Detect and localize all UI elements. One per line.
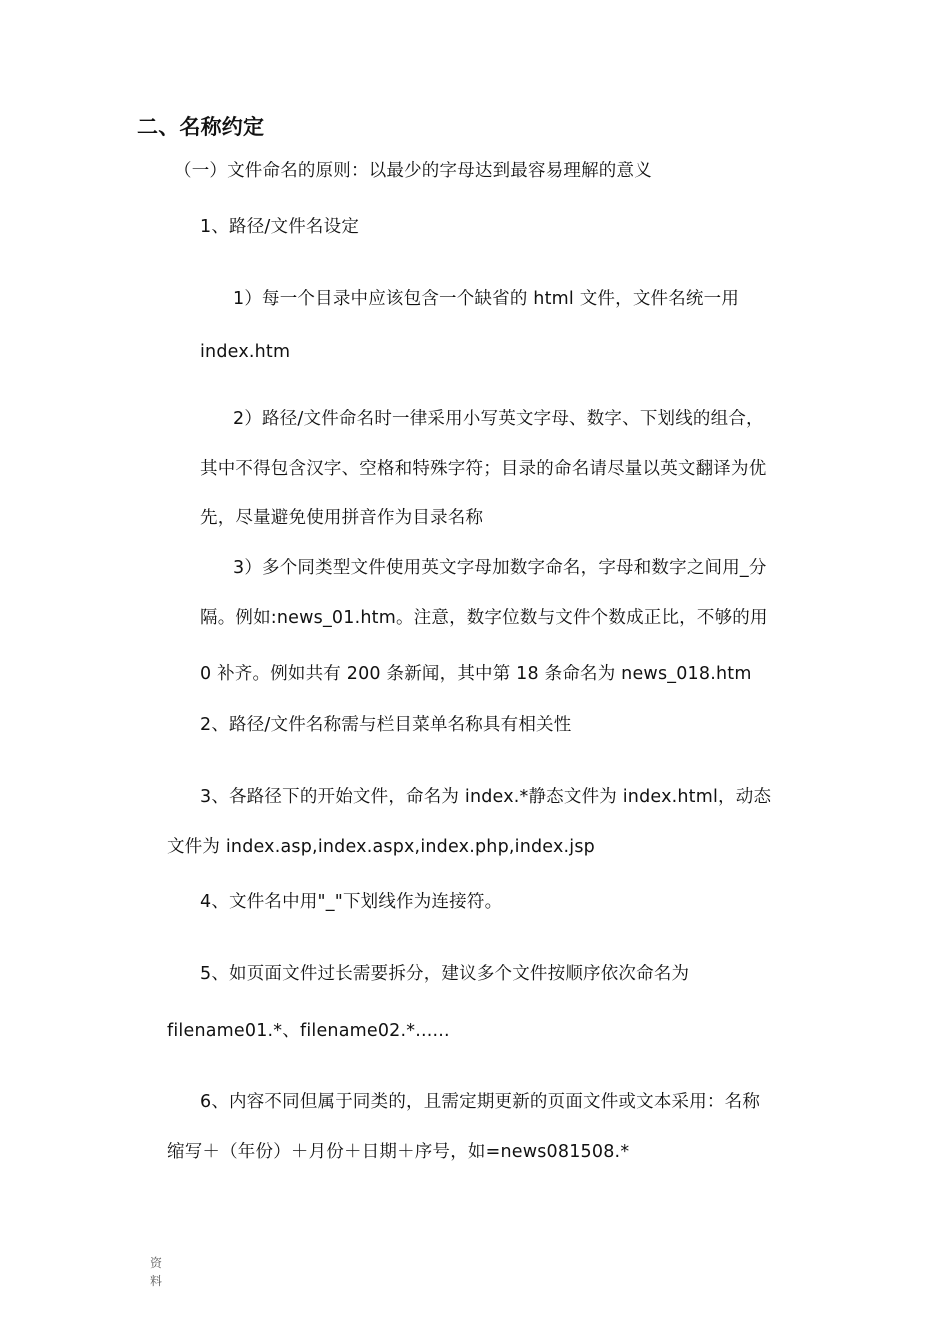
item-1-sub-3-line-1: 3）多个同类型文件使用英文字母加数字命名，字母和数字之间用_分 (233, 558, 767, 578)
item-6-line-1: 6、内容不同但属于同类的，且需定期更新的页面文件或文本采用：名称 (200, 1092, 761, 1112)
item-5-line-1: 5、如页面文件过长需要拆分，建议多个文件按顺序依次命名为 (200, 964, 690, 984)
item-5-line-2: filename01.*、filename02.*...... (167, 1021, 450, 1041)
item-1-title: 1、路径/文件名设定 (200, 217, 360, 237)
item-1-sub-3-line-2: 隔。例如:news_01.htm。注意，数字位数与文件个数成正比，不够的用 (200, 608, 768, 628)
principle-line: （一）文件命名的原则：以最少的字母达到最容易理解的意义 (174, 161, 652, 181)
item-3-line-2: 文件为 index.asp,index.aspx,index.php,index.jsp (167, 837, 595, 857)
item-3-line-1: 3、各路径下的开始文件，命名为 index.*静态文件为 index.html，动态 (200, 787, 772, 807)
item-1-sub-2-line-2: 其中不得包含汉字、空格和特殊字符；目录的命名请尽量以英文翻译为优 (200, 459, 767, 479)
item-1-sub-1-line-1: 1）每一个目录中应该包含一个缺省的 html 文件，文件名统一用 (233, 289, 740, 309)
item-1-sub-3-line-3: 0 补齐。例如共有 200 条新闻，其中第 18 条命名为 news_018.htm (200, 664, 752, 684)
item-1-sub-1-line-2: index.htm (200, 342, 291, 362)
section-heading: 二、名称约定 (137, 115, 265, 139)
item-1-sub-2-line-1: 2）路径/文件命名时一律采用小写英文字母、数字、下划线的组合， (233, 409, 764, 429)
item-1-sub-2-line-3: 先，尽量避免使用拼音作为目录名称 (200, 508, 484, 528)
footer-watermark: 资料 (150, 1256, 163, 1288)
item-4-line: 4、文件名中用"_"下划线作为连接符。 (200, 892, 503, 912)
item-2-title: 2、路径/文件名称需与栏目菜单名称具有相关性 (200, 715, 572, 735)
item-6-line-2: 缩写＋（年份）＋月份＋日期＋序号，如=news081508.* (167, 1142, 630, 1162)
